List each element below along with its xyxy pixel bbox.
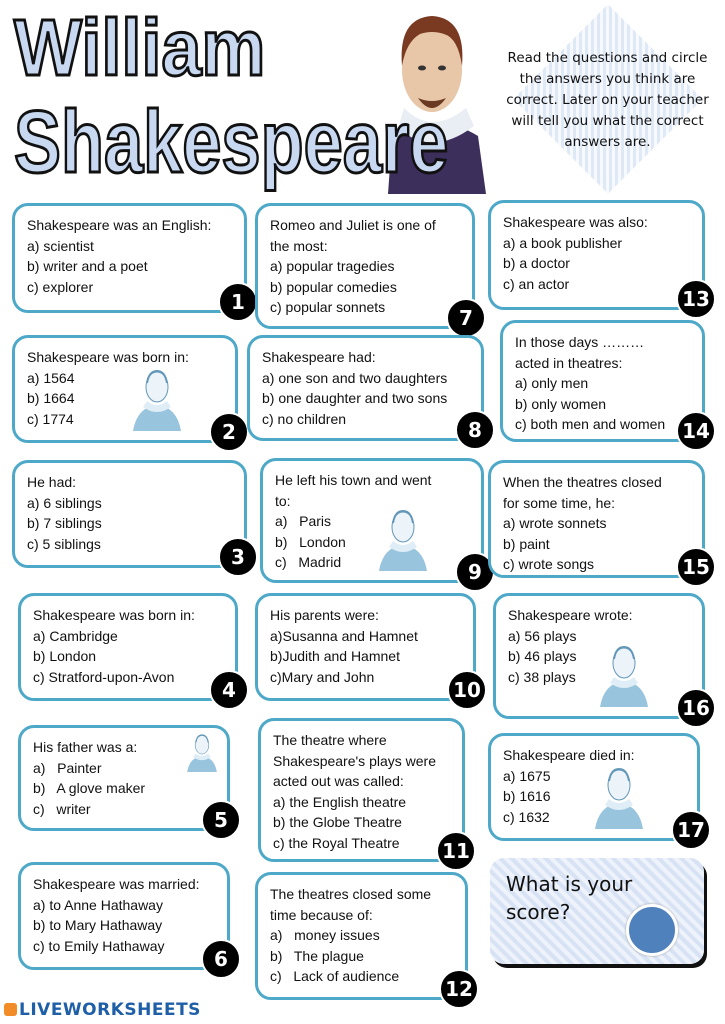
- shakespeare-illustration: [589, 761, 649, 835]
- instructions-panel: [505, 10, 710, 190]
- question-box-12: [255, 872, 473, 1001]
- question-prompt: acted in theatres:: [515, 354, 623, 371]
- answer-option[interactable]: a) popular tragedies: [270, 258, 395, 274]
- answer-option[interactable]: c) the Royal Theatre: [273, 834, 400, 851]
- instructions-text: Read the questions and circle the answers you think are correct. Later on your teacher will tell you what the correct answers are.: [506, 49, 709, 150]
- score-box: [490, 858, 704, 964]
- shakespeare-illustration: [594, 639, 654, 713]
- answer-option[interactable]: a) Painter: [33, 759, 102, 776]
- answer-option[interactable]: c) an actor: [503, 275, 570, 292]
- question-box-17: [488, 733, 705, 842]
- question-box-10: [255, 593, 481, 702]
- question-prompt: Shakespeare wrote:: [508, 607, 633, 623]
- answer-option[interactable]: b) London: [275, 533, 346, 550]
- answer-option[interactable]: a) money issues: [270, 927, 380, 943]
- shakespeare-illustration: [183, 730, 221, 778]
- question-prompt: Romeo and Juliet is one of: [270, 217, 436, 233]
- question-box-1: [12, 203, 247, 313]
- question-number-badge: 6: [201, 939, 241, 979]
- answer-option[interactable]: a) the English theatre: [273, 793, 407, 810]
- question-number-badge: 11: [436, 831, 476, 871]
- answer-option[interactable]: a) one son and two daughters: [262, 369, 448, 386]
- question-number-badge: 2: [209, 412, 249, 452]
- answer-option[interactable]: b) The plague: [270, 947, 364, 964]
- answer-option[interactable]: b) one daughter and two sons: [262, 390, 448, 406]
- liveworksheets-logo[interactable]: [4, 1000, 201, 1020]
- score-circle[interactable]: [626, 904, 678, 956]
- answer-option[interactable]: a) Cambridge: [33, 627, 118, 644]
- question-number-badge: 3: [218, 537, 258, 577]
- question-number-badge: 12: [439, 969, 479, 1009]
- question-number-badge: 4: [209, 670, 249, 710]
- answer-option[interactable]: b) 7 siblings: [27, 515, 102, 531]
- answer-option[interactable]: b) to Mary Hathaway: [33, 917, 163, 933]
- answer-option[interactable]: a) wrote sonnets: [503, 515, 607, 531]
- answer-option[interactable]: a) Paris: [275, 513, 332, 529]
- question-prompt: Shakespeare was an English:: [27, 217, 212, 233]
- answer-option[interactable]: b) only women: [515, 395, 607, 412]
- question-box-11: [258, 718, 470, 863]
- question-prompt: The theatres closed some: [270, 886, 432, 902]
- question-prompt: to:: [275, 492, 291, 509]
- answer-option[interactable]: b) 46 plays: [508, 648, 577, 664]
- answer-option[interactable]: c) both men and women: [515, 416, 666, 432]
- answer-option[interactable]: a) scientist: [27, 237, 94, 254]
- question-prompt: Shakespeare was born in:: [33, 607, 195, 623]
- answer-option[interactable]: a) 1564: [27, 369, 75, 386]
- answer-option[interactable]: b) 1664: [27, 390, 75, 406]
- answer-option[interactable]: c) 1774: [27, 410, 74, 427]
- question-prompt: In those days ………: [515, 334, 645, 350]
- answer-option[interactable]: b) the Globe Theatre: [273, 814, 402, 830]
- question-number-badge: 7: [446, 298, 486, 338]
- question-number-badge: 13: [676, 279, 716, 319]
- question-prompt: the most:: [270, 237, 328, 254]
- shakespeare-illustration: [127, 363, 187, 437]
- answer-option[interactable]: c)Mary and John: [270, 668, 375, 685]
- question-prompt: Shakespeare was married:: [33, 876, 200, 892]
- answer-option[interactable]: c) Madrid: [275, 554, 342, 570]
- question-number-badge: 1: [218, 282, 258, 322]
- answer-option[interactable]: c) Stratford-upon-Avon: [33, 668, 175, 685]
- question-prompt: The theatre where: [273, 732, 387, 748]
- answer-option[interactable]: c) no children: [262, 410, 347, 427]
- answer-option[interactable]: c) popular sonnets: [270, 299, 386, 315]
- question-prompt: He left his town and went: [275, 472, 432, 488]
- answer-option[interactable]: c) 5 siblings: [27, 535, 101, 552]
- question-number-badge: 10: [447, 670, 487, 710]
- question-prompt: time because of:: [270, 906, 373, 923]
- answer-option[interactable]: c) wrote songs: [503, 556, 595, 572]
- question-box-6: [18, 862, 230, 970]
- answer-option[interactable]: c) to Emily Hathaway: [33, 937, 165, 954]
- question-box-4: [18, 593, 238, 701]
- question-prompt: When the theatres closed: [503, 474, 662, 490]
- question-box-2: [12, 335, 238, 443]
- question-number-badge: 9: [455, 552, 495, 592]
- question-number-badge: 8: [455, 410, 495, 450]
- answer-option[interactable]: b) London: [33, 648, 97, 664]
- question-prompt: Shakespeare was born in:: [27, 349, 189, 365]
- answer-option[interactable]: a)Susanna and Hamnet: [270, 627, 418, 644]
- answer-option[interactable]: a) 1675: [503, 767, 551, 784]
- answer-option[interactable]: b) A glove maker: [33, 780, 146, 796]
- answer-option[interactable]: a) only men: [515, 375, 589, 391]
- answer-option[interactable]: b) 1616: [503, 788, 551, 804]
- logo-text: LIVEWORKSHEETS: [19, 1000, 201, 1020]
- question-prompt: His father was a:: [33, 739, 138, 755]
- question-prompt: His parents were:: [270, 607, 379, 623]
- title-shakespeare: Shakespeare: [14, 92, 449, 191]
- question-box-15: [488, 460, 710, 579]
- question-number-badge: 14: [676, 411, 716, 451]
- logo-icon: [4, 1003, 17, 1016]
- answer-option[interactable]: b)Judith and Hamnet: [270, 648, 400, 664]
- question-prompt: He had:: [27, 474, 77, 490]
- answer-option[interactable]: b) paint: [503, 535, 550, 552]
- answer-option[interactable]: c) 38 plays: [508, 668, 576, 685]
- answer-option[interactable]: c) Lack of audience: [270, 968, 400, 984]
- answer-option[interactable]: c) 1632: [503, 808, 550, 825]
- answer-option[interactable]: a) to Anne Hathaway: [33, 896, 163, 913]
- score-label: What is your score?: [506, 872, 633, 924]
- question-number-badge: 16: [676, 688, 716, 728]
- answer-option[interactable]: a) 6 siblings: [27, 494, 102, 511]
- shakespeare-illustration: [373, 503, 433, 577]
- question-box-9: [260, 458, 484, 583]
- answer-option[interactable]: c) explorer: [27, 278, 94, 295]
- question-prompt: Shakespeare died in:: [503, 747, 635, 763]
- answer-option[interactable]: b) a doctor: [503, 255, 570, 271]
- question-number-badge: 15: [676, 547, 716, 587]
- answer-option[interactable]: b) writer and a poet: [27, 258, 148, 274]
- question-prompt: for some time, he:: [503, 494, 616, 511]
- question-box-3: [12, 460, 247, 568]
- question-prompt: Shakespeare's plays were: [273, 752, 436, 769]
- answer-option[interactable]: a) 56 plays: [508, 627, 577, 644]
- question-box-14: [500, 320, 710, 443]
- question-box-5: [18, 725, 230, 831]
- question-prompt: acted out was called:: [273, 773, 404, 789]
- answer-option[interactable]: b) popular comedies: [270, 278, 397, 295]
- question-number-badge: 5: [201, 800, 241, 840]
- answer-option[interactable]: a) a book publisher: [503, 234, 623, 251]
- question-box-16: [493, 593, 710, 720]
- question-box-13: [488, 200, 710, 311]
- question-box-8: [247, 335, 484, 441]
- question-number-badge: 17: [671, 810, 711, 850]
- question-prompt: Shakespeare was also:: [503, 214, 648, 230]
- title-william: William: [14, 3, 266, 92]
- question-box-7: [255, 203, 475, 329]
- answer-option[interactable]: c) writer: [33, 800, 91, 817]
- question-prompt: Shakespeare had:: [262, 349, 376, 365]
